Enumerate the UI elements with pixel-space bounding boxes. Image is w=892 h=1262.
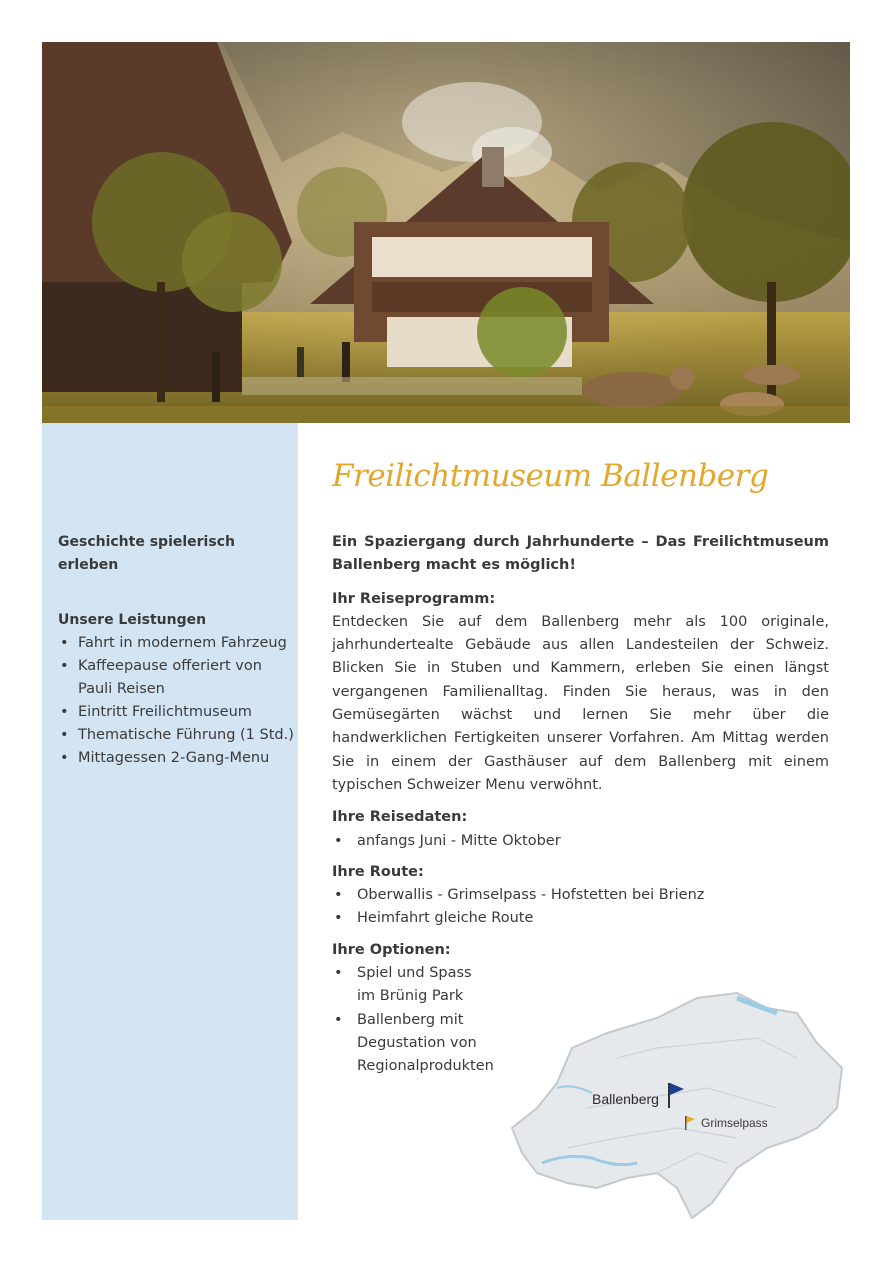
page-title: Freilichtmuseum Ballenberg — [332, 458, 769, 494]
dates-heading: Ihre Reisedaten: — [332, 809, 468, 826]
switzerland-map — [497, 988, 849, 1220]
services-item: • Mittagessen 2-Gang-Menu — [58, 747, 294, 770]
sidebar-content — [58, 531, 294, 770]
program-text: Entdecken Sie auf dem Ballenberg mehr als 100 originale, jahrhundertealte Gebäude aus allen Landesteilen der Schweiz. Blicken Sie in Stuben und Kammern, erleben Sie einen längst vergangenen Familienalltag. Finden Sie heraus, was in den Gemüsegärten wächst und lernen Sie mehr über die handwerklichen Fertigkeiten unserer Vorfahren. Am Mittag werden Sie in einem der Gasthäuser auf dem Ballenberg mit einem typischen Schweizer Menu verwöhnt. — [332, 613, 829, 793]
hero-image — [42, 42, 850, 423]
route-item: • Heimfahrt gleiche Route — [332, 907, 829, 930]
route-item: • Oberwallis - Grimselpass - Hofstetten bei Brienz — [332, 884, 829, 907]
services-item: • Kaffeepause offeriert von Pauli Reisen — [58, 655, 294, 701]
route-heading: Ihre Route: — [332, 863, 424, 880]
farmhouse-photo — [42, 42, 850, 423]
sidebar-tagline: Geschichte spielerisch erleben — [58, 534, 235, 573]
services-heading: Unsere Leistungen — [58, 612, 207, 628]
options-item: • Ballenberg mit Degustation von Regionalprodukten — [332, 1009, 492, 1079]
options-item: • Spiel und Spass im Brünig Park — [332, 962, 492, 1009]
sidebar — [42, 423, 298, 1220]
map-graphic — [497, 988, 849, 1220]
services-item: • Thematische Führung (1 Std.) — [58, 724, 294, 747]
dates-item: • anfangs Juni - Mitte Oktober — [332, 830, 829, 853]
program-heading: Ihr Reiseprogramm: — [332, 590, 496, 607]
services-item: • Eintritt Freilichtmuseum — [58, 701, 294, 724]
options-list — [332, 962, 492, 1078]
map-label-grimselpass: Grimselpass — [701, 1116, 768, 1130]
services-item: • Fahrt in modernem Fahrzeug — [58, 632, 294, 655]
services-list — [58, 632, 294, 770]
intro-text: Ein Spaziergang durch Jahrhunderte – Das Freilichtmuseum Ballenberg macht es möglich! — [332, 534, 829, 574]
route-list — [332, 884, 829, 931]
options-heading: Ihre Optionen: — [332, 941, 451, 958]
map-label-ballenberg: Ballenberg — [592, 1091, 659, 1107]
dates-list — [332, 830, 829, 853]
